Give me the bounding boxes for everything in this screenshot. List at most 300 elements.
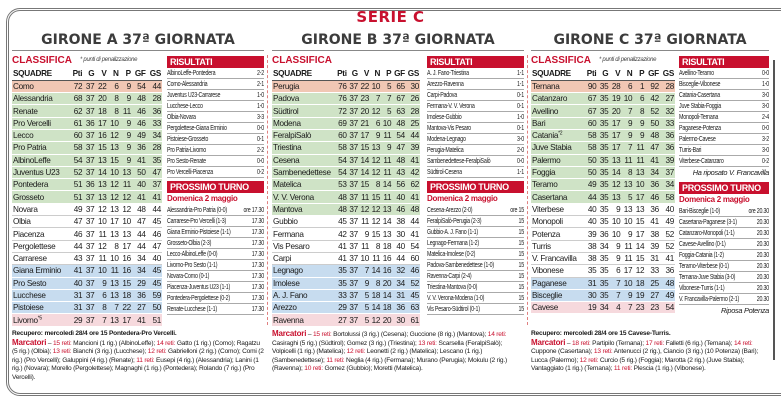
result-row[interactable] xyxy=(427,123,524,134)
stat-value: 54 xyxy=(338,155,347,165)
stat-value: 35 xyxy=(599,155,609,165)
result-row[interactable] xyxy=(679,145,769,156)
stat-gf xyxy=(392,314,406,326)
stat-pti xyxy=(70,216,83,228)
table-row[interactable] xyxy=(12,117,162,129)
table-row[interactable] xyxy=(531,302,675,314)
stat-p xyxy=(633,142,645,154)
stat-v xyxy=(359,265,370,277)
stat-v xyxy=(359,216,370,228)
table-row[interactable] xyxy=(12,277,162,289)
team-name xyxy=(12,314,70,326)
stat-pti xyxy=(70,240,83,252)
stat-p xyxy=(120,203,132,215)
stat-gs xyxy=(406,277,420,289)
stat-gf xyxy=(645,117,660,129)
stat-value: 33 xyxy=(665,118,674,128)
stat-value: 35 xyxy=(599,94,609,104)
stat-value: 36 xyxy=(396,303,405,313)
stat-value: 35 xyxy=(599,254,609,264)
stat-value: 54 xyxy=(137,81,146,91)
table-row[interactable] xyxy=(12,240,162,252)
result-row[interactable] xyxy=(679,123,769,134)
stat-g xyxy=(597,203,609,215)
table-row[interactable] xyxy=(272,228,420,240)
table-row[interactable] xyxy=(12,129,162,141)
stat-n xyxy=(370,154,381,166)
fixture: Ravenna-Carpi (2-4) xyxy=(427,271,472,280)
fixture-row[interactable] xyxy=(167,304,264,315)
result-row[interactable] xyxy=(167,134,264,145)
stat-p xyxy=(633,166,645,178)
stat-value: 30 xyxy=(396,315,405,325)
fixture-row[interactable] xyxy=(679,206,769,217)
table-row[interactable] xyxy=(12,252,162,264)
stat-gf xyxy=(132,228,147,240)
fixture-row[interactable] xyxy=(679,272,769,283)
fixture-row[interactable] xyxy=(167,205,264,216)
standings-header xyxy=(12,68,162,80)
stat-v xyxy=(609,216,621,228)
result-row[interactable] xyxy=(679,90,769,101)
goal-count: 11 reti: xyxy=(326,356,345,364)
stat-value: 12 xyxy=(122,204,131,214)
group-title: GIRONE C 37ª GIORNATA xyxy=(531,32,769,51)
team-label: Livorno xyxy=(13,315,38,325)
fixture-row[interactable] xyxy=(679,239,769,250)
results-header: RISULTATI xyxy=(427,56,524,68)
stat-value: 50 xyxy=(152,303,161,313)
stat-value: 35 xyxy=(599,204,609,214)
result-row[interactable] xyxy=(427,79,524,90)
table-row[interactable] xyxy=(531,252,675,264)
stat-g xyxy=(83,105,95,117)
table-row[interactable] xyxy=(12,216,162,228)
stat-value: 29 xyxy=(338,303,347,313)
stat-value: 6 xyxy=(628,81,633,91)
stat-value: 10 xyxy=(371,81,381,91)
table-row[interactable] xyxy=(531,129,675,141)
stat-n xyxy=(621,240,633,252)
score: 1-1 xyxy=(516,68,524,77)
stat-value: 35 xyxy=(599,278,609,288)
fixture-row[interactable] xyxy=(427,282,524,293)
fixture-row[interactable] xyxy=(427,238,524,249)
table-row[interactable] xyxy=(531,203,675,215)
fixture-row[interactable] xyxy=(427,260,524,271)
table-row[interactable] xyxy=(272,117,420,129)
stat-v xyxy=(609,228,621,240)
results-panel xyxy=(427,56,524,315)
table-row[interactable] xyxy=(531,228,675,240)
table-row[interactable] xyxy=(531,117,675,129)
fixture-row[interactable] xyxy=(427,205,524,216)
stat-value: 11 xyxy=(361,192,369,202)
stat-value: 44 xyxy=(137,229,146,239)
fixture-row[interactable] xyxy=(167,260,264,271)
stat-g xyxy=(597,166,609,178)
stat-value: 10 xyxy=(382,118,392,128)
stat-value: 69 xyxy=(338,118,347,128)
stat-value: 45 xyxy=(152,217,161,227)
table-row[interactable] xyxy=(12,289,162,301)
result-row[interactable] xyxy=(167,68,264,79)
table-row[interactable] xyxy=(531,93,675,105)
stat-value: 12 xyxy=(110,131,119,141)
result-row[interactable] xyxy=(427,112,524,123)
fixture-row[interactable] xyxy=(167,293,264,304)
stat-n xyxy=(370,228,381,240)
stat-v xyxy=(95,142,107,154)
stat-n xyxy=(108,240,120,252)
stat-value: 41 xyxy=(410,229,419,239)
stat-g xyxy=(348,216,359,228)
stat-value: 14 xyxy=(382,290,392,300)
fixture: Carrarese-Pro Vercelli (1-3) xyxy=(167,216,227,225)
table-row[interactable] xyxy=(272,93,420,105)
result-row[interactable] xyxy=(679,101,769,112)
stat-value: 48 xyxy=(338,204,347,214)
scorer-names: Gabrielloni (2 rig.) (Como); Comi (2 rig.) (Pro Vercelli); Galuppini (4 rig.) (Renate); xyxy=(12,348,264,364)
stat-pti xyxy=(335,129,347,141)
stat-value: 5 xyxy=(364,315,369,325)
result-row[interactable] xyxy=(427,156,524,167)
stat-n xyxy=(108,191,120,203)
match: Imolese-Gubbio xyxy=(427,112,462,121)
table-row[interactable] xyxy=(12,314,162,326)
stat-value: 35 xyxy=(587,266,597,276)
stat-v xyxy=(609,252,621,264)
team-name xyxy=(272,240,335,252)
stat-v xyxy=(359,142,370,154)
table-row[interactable] xyxy=(272,265,420,277)
stat-n xyxy=(621,252,633,264)
table-row[interactable] xyxy=(272,105,420,117)
result-row[interactable] xyxy=(679,156,769,167)
fixture-row[interactable] xyxy=(679,217,769,228)
table-row[interactable] xyxy=(272,252,420,264)
scorer-names: Eusepi (4 rig.) (Alessandria); Lanini (1 rig.) (Novara); Morello (Pergolettese); Magnaghi (1 rig.) (Pontedera); Rolando (7 rig.) (Pro Vercelli). xyxy=(12,356,259,381)
stat-gs xyxy=(406,117,420,129)
stat-v xyxy=(609,265,621,277)
table-row[interactable] xyxy=(272,191,420,203)
team-name xyxy=(12,191,70,203)
result-row[interactable] xyxy=(427,101,524,112)
stat-value: 60 xyxy=(587,118,597,128)
goal-count: 18 reti: xyxy=(571,339,591,347)
fixture: V. Francavilla-Palermo (2-1) xyxy=(679,294,740,303)
stat-value: 6 xyxy=(114,81,119,91)
score: 0-1 xyxy=(256,134,264,143)
fixture-row[interactable] xyxy=(167,271,264,282)
stat-value: 35 xyxy=(599,143,609,153)
match: Bisceglie-Vibonese xyxy=(679,79,721,88)
table-row[interactable] xyxy=(12,154,162,166)
stat-g xyxy=(597,302,609,314)
stat-value: 18 xyxy=(382,303,392,313)
fixture-row[interactable] xyxy=(167,238,264,249)
stat-value: 41 xyxy=(137,192,146,202)
stat-g xyxy=(597,117,609,129)
fixture-row[interactable] xyxy=(427,216,524,227)
result-row[interactable] xyxy=(427,68,524,79)
scorer-names: Falletti (6 rig.) (Ternana); xyxy=(665,339,733,347)
team-name xyxy=(272,93,335,105)
stat-value: 62 xyxy=(73,106,83,116)
table-row[interactable] xyxy=(12,105,162,117)
table-row[interactable] xyxy=(531,179,675,191)
scorer-names: Leonetti (2 rig.) (Matelica); Lescano (1 rig.) (Sambenedettese); xyxy=(272,348,483,364)
fixture-row[interactable] xyxy=(427,227,524,238)
result-row[interactable] xyxy=(427,134,524,145)
score: 1-0 xyxy=(761,79,769,88)
stat-value: 9 xyxy=(364,229,369,239)
stat-value: 19 xyxy=(587,303,597,313)
fixture-row[interactable] xyxy=(167,216,264,227)
stat-value: 37 xyxy=(349,94,358,104)
match: Sambenedettese-FeralpiSalò xyxy=(427,156,491,165)
table-row[interactable] xyxy=(12,228,162,240)
table-row[interactable] xyxy=(272,216,420,228)
stat-value: 12 xyxy=(611,180,621,190)
stat-value: 34 xyxy=(665,180,674,190)
stat-value: 30 xyxy=(396,229,405,239)
team-label: Gubbio xyxy=(273,217,298,227)
stat-value: 52 xyxy=(665,241,674,251)
stat-v xyxy=(609,117,621,129)
fixture-row[interactable] xyxy=(167,282,264,293)
result-row[interactable] xyxy=(167,90,264,101)
table-row[interactable] xyxy=(12,93,162,105)
score: 0-2 xyxy=(761,156,769,165)
stat-value: 35 xyxy=(599,106,609,116)
kickoff-time: 17.30 xyxy=(251,216,264,225)
stat-value: 37 xyxy=(85,192,95,202)
table-row[interactable] xyxy=(12,179,162,191)
stat-value: 54 xyxy=(73,155,83,165)
table-row[interactable] xyxy=(272,240,420,252)
result-row[interactable] xyxy=(167,156,264,167)
stat-pti xyxy=(70,191,83,203)
result-row[interactable] xyxy=(167,145,264,156)
table-row[interactable] xyxy=(272,166,420,178)
result-row[interactable] xyxy=(679,68,769,79)
table-row[interactable] xyxy=(272,302,420,314)
stat-pti xyxy=(335,80,347,92)
fixture: Vibonese-Turris (1-1) xyxy=(679,283,725,292)
table-row[interactable] xyxy=(531,265,675,277)
stat-p xyxy=(381,228,392,240)
stat-value: 15 xyxy=(360,180,369,190)
stat-value: 35 xyxy=(338,266,347,276)
stat-value: 7 xyxy=(616,278,621,288)
stat-pti xyxy=(584,277,597,289)
stat-v xyxy=(95,154,107,166)
stat-value: 18 xyxy=(371,290,381,300)
stat-value: 37 xyxy=(85,81,95,91)
stat-gf xyxy=(645,265,660,277)
match: Viterbese-Catanzaro xyxy=(679,156,724,165)
table-row[interactable] xyxy=(272,179,420,191)
stat-n xyxy=(108,252,120,264)
stat-g xyxy=(83,203,95,215)
team-name xyxy=(12,117,70,129)
stat-v xyxy=(95,240,107,252)
table-row[interactable] xyxy=(531,105,675,117)
table-row[interactable] xyxy=(12,166,162,178)
stat-value: 27 xyxy=(650,290,659,300)
table-row[interactable] xyxy=(12,203,162,215)
stat-value: 33 xyxy=(338,290,347,300)
stat-value: 7 xyxy=(387,94,392,104)
scorers-label: Marcatori xyxy=(272,329,307,338)
table-row[interactable] xyxy=(531,80,675,92)
table-row[interactable] xyxy=(531,191,675,203)
result-row[interactable] xyxy=(427,90,524,101)
stat-value: 12 xyxy=(371,106,381,116)
fixture: Cesena-Arezzo (2-0) xyxy=(427,205,473,214)
goal-count: 14 reti: xyxy=(733,339,753,347)
stat-v xyxy=(359,228,370,240)
stat-value: 26 xyxy=(410,94,419,104)
team-label: Juventus U23 xyxy=(13,168,60,178)
fixture: Foggia-Catania (1-2) xyxy=(679,250,724,259)
stat-pti xyxy=(584,265,597,277)
result-row[interactable] xyxy=(679,79,769,90)
stat-g xyxy=(83,117,95,129)
kickoff-time: 20.30 xyxy=(756,283,769,292)
stat-p xyxy=(120,277,132,289)
result-row[interactable] xyxy=(167,79,264,90)
result-row[interactable] xyxy=(427,145,524,156)
stat-gf xyxy=(645,154,660,166)
score: 3-0 xyxy=(761,90,769,99)
table-row[interactable] xyxy=(272,203,420,215)
table-row[interactable] xyxy=(531,166,675,178)
fixture-row[interactable] xyxy=(167,249,264,260)
table-row[interactable] xyxy=(12,265,162,277)
stat-value: 16 xyxy=(382,254,392,264)
kickoff-time: 17.30 xyxy=(251,304,264,313)
fixture-row[interactable] xyxy=(427,249,524,260)
result-row[interactable] xyxy=(167,167,264,178)
fixture: Ternana-Juve Stabia (3-0) xyxy=(679,272,736,281)
result-row[interactable] xyxy=(167,101,264,112)
stat-gf xyxy=(645,240,660,252)
stat-value: 8 xyxy=(375,278,381,288)
stat-value: 40 xyxy=(587,204,597,214)
fixture-row[interactable] xyxy=(679,294,769,305)
fixture: Livorno-Pro Sesto (1-1) xyxy=(167,260,218,269)
table-row[interactable] xyxy=(12,191,162,203)
result-row[interactable] xyxy=(427,167,524,178)
result-row[interactable] xyxy=(679,112,769,123)
fixture-row[interactable] xyxy=(427,304,524,315)
stat-g xyxy=(83,240,95,252)
table-row[interactable] xyxy=(272,277,420,289)
team-name xyxy=(12,203,70,215)
stat-value: 41 xyxy=(152,192,161,202)
fixture-row[interactable] xyxy=(679,283,769,294)
stat-value: 20 xyxy=(360,106,369,116)
fixture-row[interactable] xyxy=(679,228,769,239)
stat-value: 28 xyxy=(665,81,674,91)
stat-p xyxy=(120,228,132,240)
stat-p xyxy=(120,105,132,117)
fixture-row[interactable] xyxy=(427,271,524,282)
stat-value: 37 xyxy=(349,254,358,264)
goal-count: 15 reti: xyxy=(312,331,332,338)
column-header: V xyxy=(95,68,107,80)
scorer-names: Cuppone (Casertana); xyxy=(531,348,593,356)
team-name xyxy=(531,240,584,252)
table-row[interactable] xyxy=(272,314,420,326)
stat-gs xyxy=(147,191,162,203)
table-row[interactable] xyxy=(12,142,162,154)
table-row[interactable] xyxy=(272,154,420,166)
stat-n xyxy=(108,289,120,301)
team-label: Novara xyxy=(13,204,38,214)
table-row[interactable] xyxy=(12,302,162,314)
stat-p xyxy=(120,289,132,301)
table-row[interactable] xyxy=(272,142,420,154)
stat-g xyxy=(597,93,609,105)
fixture-row[interactable] xyxy=(679,261,769,272)
stat-value: 15 xyxy=(371,229,381,239)
stat-n xyxy=(370,166,381,178)
stat-p xyxy=(381,179,392,191)
table-row[interactable] xyxy=(531,216,675,228)
kickoff-time: 20.30 xyxy=(756,261,769,270)
table-row[interactable] xyxy=(531,154,675,166)
result-row[interactable] xyxy=(167,123,264,134)
team-name xyxy=(531,228,584,240)
result-row[interactable] xyxy=(679,134,769,145)
stat-pti xyxy=(70,265,83,277)
stat-v xyxy=(609,191,621,203)
stat-value: 14 xyxy=(611,168,621,178)
stat-value: 34 xyxy=(152,131,161,141)
stat-gf xyxy=(392,265,406,277)
result-row[interactable] xyxy=(167,112,264,123)
section-title: SERIE C xyxy=(356,8,425,26)
recovery-note: Recupero: mercoledì 28/4 ore 15 Pontedera-Pro Vercelli. xyxy=(12,330,177,337)
stat-value: 60 xyxy=(410,254,419,264)
goal-count: 12 reti: xyxy=(147,348,167,356)
stat-gs xyxy=(147,117,162,129)
table-row[interactable] xyxy=(531,277,675,289)
table-row[interactable] xyxy=(531,142,675,154)
table-row[interactable] xyxy=(272,289,420,301)
table-row[interactable] xyxy=(272,80,420,92)
score: 0-0 xyxy=(761,123,769,132)
fixture-row[interactable] xyxy=(679,250,769,261)
table-row[interactable] xyxy=(12,80,162,92)
stat-value: 8 xyxy=(114,106,119,116)
stat-value: 37 xyxy=(85,94,95,104)
fixture-row[interactable] xyxy=(427,293,524,304)
stat-g xyxy=(83,191,95,203)
table-row[interactable] xyxy=(531,289,675,301)
fixture-row[interactable] xyxy=(167,227,264,238)
stat-p xyxy=(633,240,645,252)
table-row[interactable] xyxy=(272,129,420,141)
stat-value: 5 xyxy=(387,106,392,116)
stat-value: 40 xyxy=(396,192,405,202)
stat-value: 61 xyxy=(73,118,83,128)
table-row[interactable] xyxy=(531,240,675,252)
stat-pti xyxy=(584,80,597,92)
